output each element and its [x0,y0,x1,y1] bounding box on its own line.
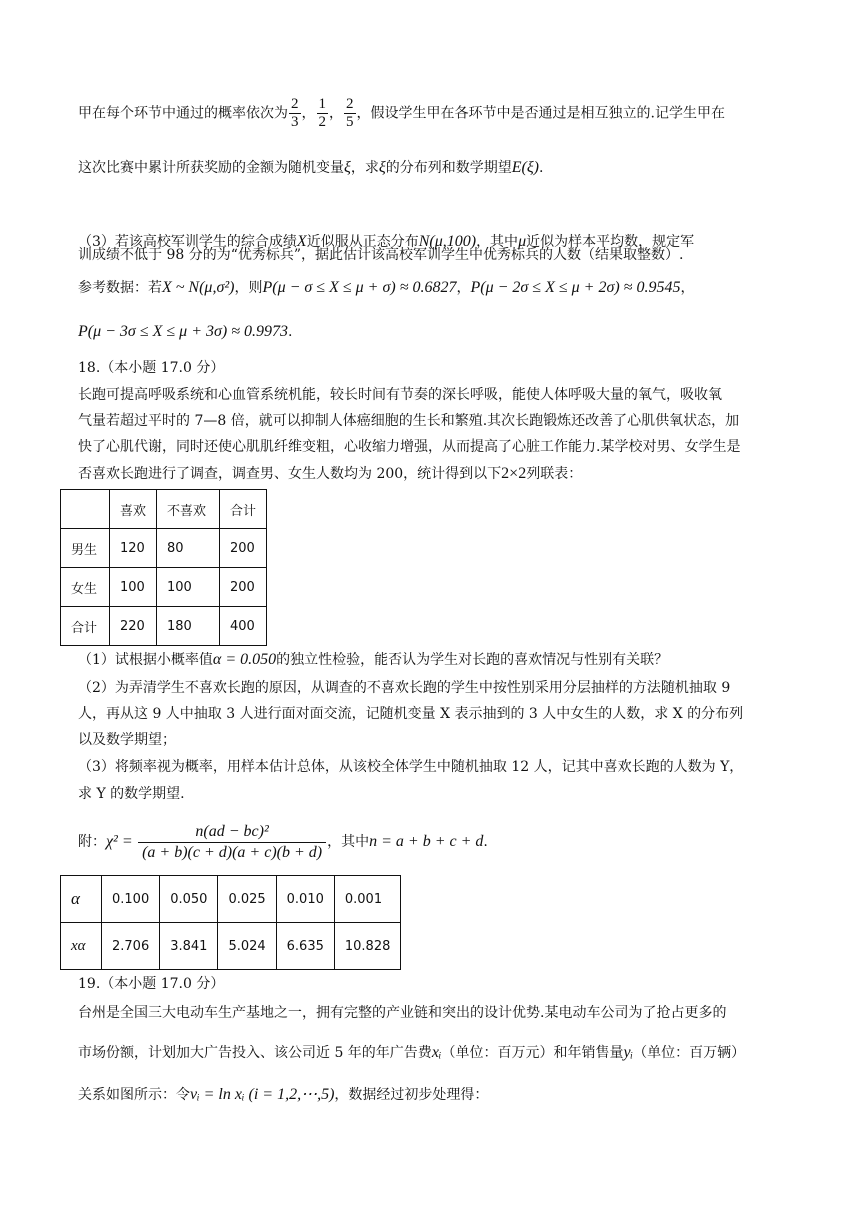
table-row [61,923,401,970]
q17-part3-line1: （3）若该高校军训学生的综合成绩X近似服从正态分布N(μ,100)，其中μ近似为样本平均数，规定军 [78,233,695,250]
contingency-table [60,489,267,646]
q18-para-line4: 否喜欢长跑进行了调查，调查男、女生人数均为 200，统计得到以下2×2列联表： [78,465,583,482]
q17-reference-line2: P(μ − 3σ ≤ X ≤ μ + 3σ) ≈ 0.9973. [78,323,293,340]
critical-value-table [60,875,401,970]
x-alpha-label: xα [61,923,102,970]
q17-line2: 这次比赛中累计所获奖励的金额为随机变量ξ，求ξ的分布列和数学期望E(ξ). [78,159,544,176]
table-cell: 合计 [61,607,110,646]
normal-distribution: N(μ,100) [418,233,477,250]
table-cell: 0.025 [218,876,276,923]
q18-sub2-line1: （2）为弄清学生不喜欢长跑的原因，从调查的不喜欢长跑的学生中按性别采用分层抽样的方法随机抽取 9 [78,680,731,696]
table-row [61,876,401,923]
table-cell [61,490,110,529]
q19-line3: 关系如图所示：令vᵢ = ln xᵢ (i = 1,2,⋯,5)，数据经过初步处理得： [78,1086,489,1103]
q18-sub3-line1: （3）将频率视为概率，用样本估计总体，从该校全体学生中随机抽取 12 人，记其中喜欢长跑的人数为 Y， [78,759,744,775]
q18-sub2-line2: 人，再从这 9 人中抽取 3 人进行面对面交流，记随机变量 X 表示抽到的 3 人中女生的人数，求 X 的分布列 [78,706,744,722]
table-row [61,568,267,607]
alpha-label: α [61,876,102,923]
table-cell: 6.635 [276,923,334,970]
fraction-two-fifths: $\frac{2}{5}$ [346,96,354,130]
q18-header: 18.（本小题 17.0 分） [78,360,225,376]
chi-square-fraction: $\frac{\text{n(ad − bc)²}}{(a + b)(c + d)(a + c)(b + d)}$ [138,822,326,863]
table-header: 不喜欢 [157,490,220,529]
table-cell: 女生 [61,568,110,607]
q17-part3-line2: 训成绩不低于 98 分的为“优秀标兵”，据此估计该高校军训学生中优秀标兵的人数（结果取整数）. [78,247,684,263]
table-cell: 200 [220,529,267,568]
table-cell: 0.050 [160,876,218,923]
q18-para-line2: 气量若超过平时的 7—8 倍，就可以抑制人体癌细胞的生长和繁殖.其次长跑锻炼还改善了心肌供氧状态，加 [78,413,740,429]
q17-reference-line1: 参考数据：若X ~ N(μ,σ²)，则P(μ − σ ≤ X ≤ μ + σ) ≈ 0.6827，P(μ − 2σ ≤ X ≤ μ + 2σ) ≈ 0.9545， [78,279,695,296]
table-cell: 2.706 [102,923,160,970]
table-cell: 3.841 [160,923,218,970]
table-cell: 0.100 [102,876,160,923]
q19-header: 19.（本小题 17.0 分） [78,976,225,992]
q18-sub3-line2: 求 Y 的数学期望. [78,786,185,802]
fraction-one-half: $\frac{1}{2}$ [318,96,326,130]
fraction-two-thirds: $\frac{2}{3}$ [291,96,299,130]
table-header: 合计 [220,490,267,529]
table-cell: 0.001 [334,876,401,923]
table-cell: 400 [220,607,267,646]
table-cell: 220 [110,607,157,646]
q18-para-line3: 快了心肌代谢，同时还使心肌肌纤维变粗，心收缩力增强，从而提高了心脏工作能力.某学校对男、女学生是 [78,439,741,455]
q19-line1: 台州是全国三大电动车生产基地之一，拥有完整的产业链和突出的设计优势.某电动车公司为了抢占更多的 [78,1005,727,1021]
table-cell: 10.828 [334,923,401,970]
q18-sub2-line3: 以及数学期望； [78,732,176,748]
q19-line2: 市场份额，计划加大广告投入、该公司近 5 年的年广告费xᵢ（单位：百万元）和年销售量yᵢ（单位：百万辆） [78,1044,746,1061]
q17-line1: 甲在每个环节中通过的概率依次为 $\frac{2}{3}$ ， $\frac{1}{2}$ ， $\frac{2}{5}$ ，假设学生甲在各环节中是否通过是相互独立的.记学生甲在 [78,96,725,130]
expectation-expression: E(ξ) [511,159,539,176]
table-cell: 0.010 [276,876,334,923]
chi-square-formula: 附：χ² = $\frac{\text{n(ad − bc)²}}{(a + b)(c + d)(a + c)(b + d)}$ ，其中n = a + b + c + d. [78,822,488,861]
q18-sub1: （1）试根据小概率值α = 0.050的独立性检验，能否认为学生对长跑的喜欢情况与性别有关联？ [78,651,669,668]
table-cell: 男生 [61,529,110,568]
table-row [61,529,267,568]
table-cell: 80 [157,529,220,568]
xi-symbol: ξ [344,159,351,176]
table-cell: 180 [157,607,220,646]
table-row [61,490,267,529]
table-cell: 200 [220,568,267,607]
table-cell: 100 [110,568,157,607]
q18-para-line1: 长跑可提高呼吸系统和心血管系统机能，较长时间有节奏的深长呼吸，能使人体呼吸大量的氧气，吸收氧 [78,387,722,403]
table-cell: 100 [157,568,220,607]
table-cell: 5.024 [218,923,276,970]
table-cell: 120 [110,529,157,568]
table-row [61,607,267,646]
table-header: 喜欢 [110,490,157,529]
